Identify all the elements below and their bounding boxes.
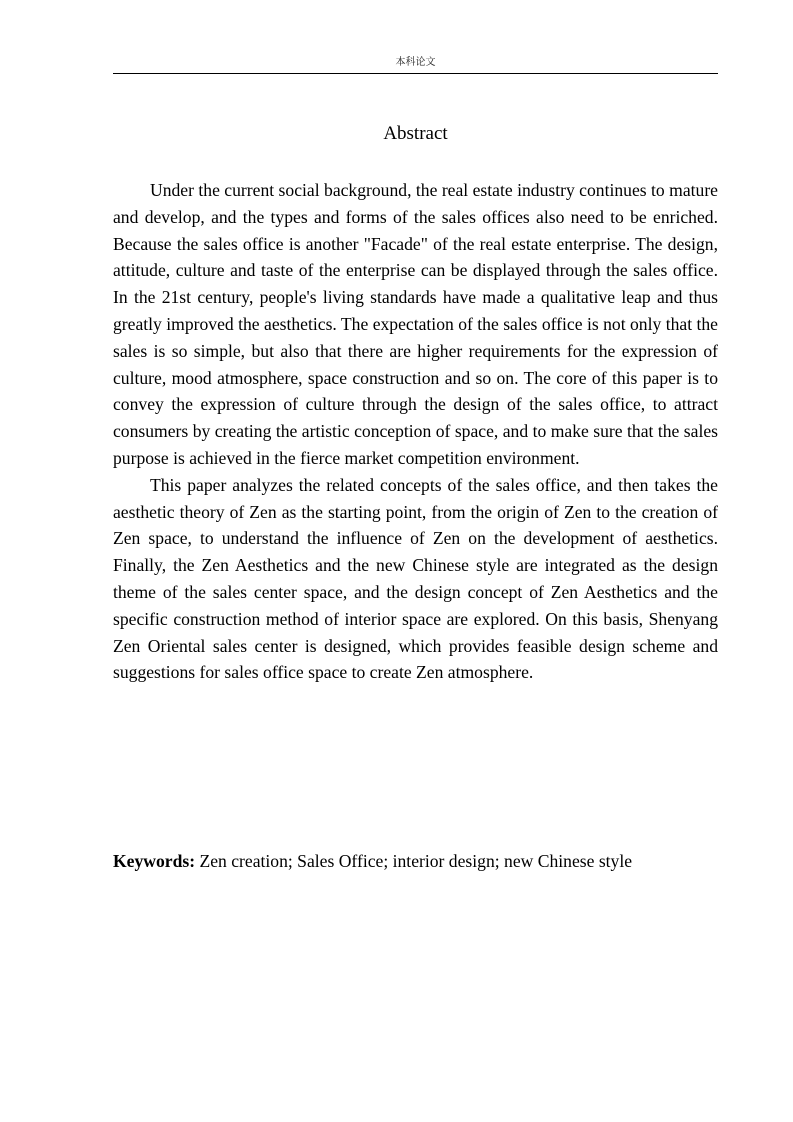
keywords-line [113,848,718,874]
keywords-text: Zen creation; Sales Office; interior design; new Chinese style [195,851,633,871]
keywords-label: Keywords: [113,851,196,871]
abstract-body [113,177,718,686]
running-header: 本科论文 [395,57,436,68]
abstract-paragraph-2: This paper analyzes the related concepts of the sales office, and then takes the aesthetic theory of Zen as the starting point, from the origin of Zen to the creation of Zen space, to understand the influence of Zen on the development of aesthetics. Finally, the Zen Aesthetics and the new Chinese style are integrated as the design theme of the sales center space, and the design concept of Zen Aesthetics and the specific construction method of interior space are explored. On this basis, Shenyang Zen Oriental sales center is designed, which provides feasible design scheme and suggestions for sales office space to create Zen atmosphere. [113,474,718,683]
abstract-paragraph-1: Under the current social background, the real estate industry continues to mature and develop, and the types and forms of the sales offices also need to be enriched. Because the sales office is another "Facade" of the real estate enterprise. The design, attitude, culture and taste of the enterprise can be displayed through the sales office. In the 21st century, people's living standards have made a qualitative leap and thus greatly improved the aesthetics. The expectation of the sales office is not only that the sales is so simple, but also that there are higher requirements for the expression of culture, mood atmosphere, space construction and so on. The core of this paper is to convey the expression of culture through the design of the sales office, to attract consumers by creating the artistic conception of space, and to make sure that the sales purpose is achieved in the fierce market competition environment. [113,180,718,468]
header-rule [113,73,718,74]
abstract-title: Abstract [383,123,448,144]
